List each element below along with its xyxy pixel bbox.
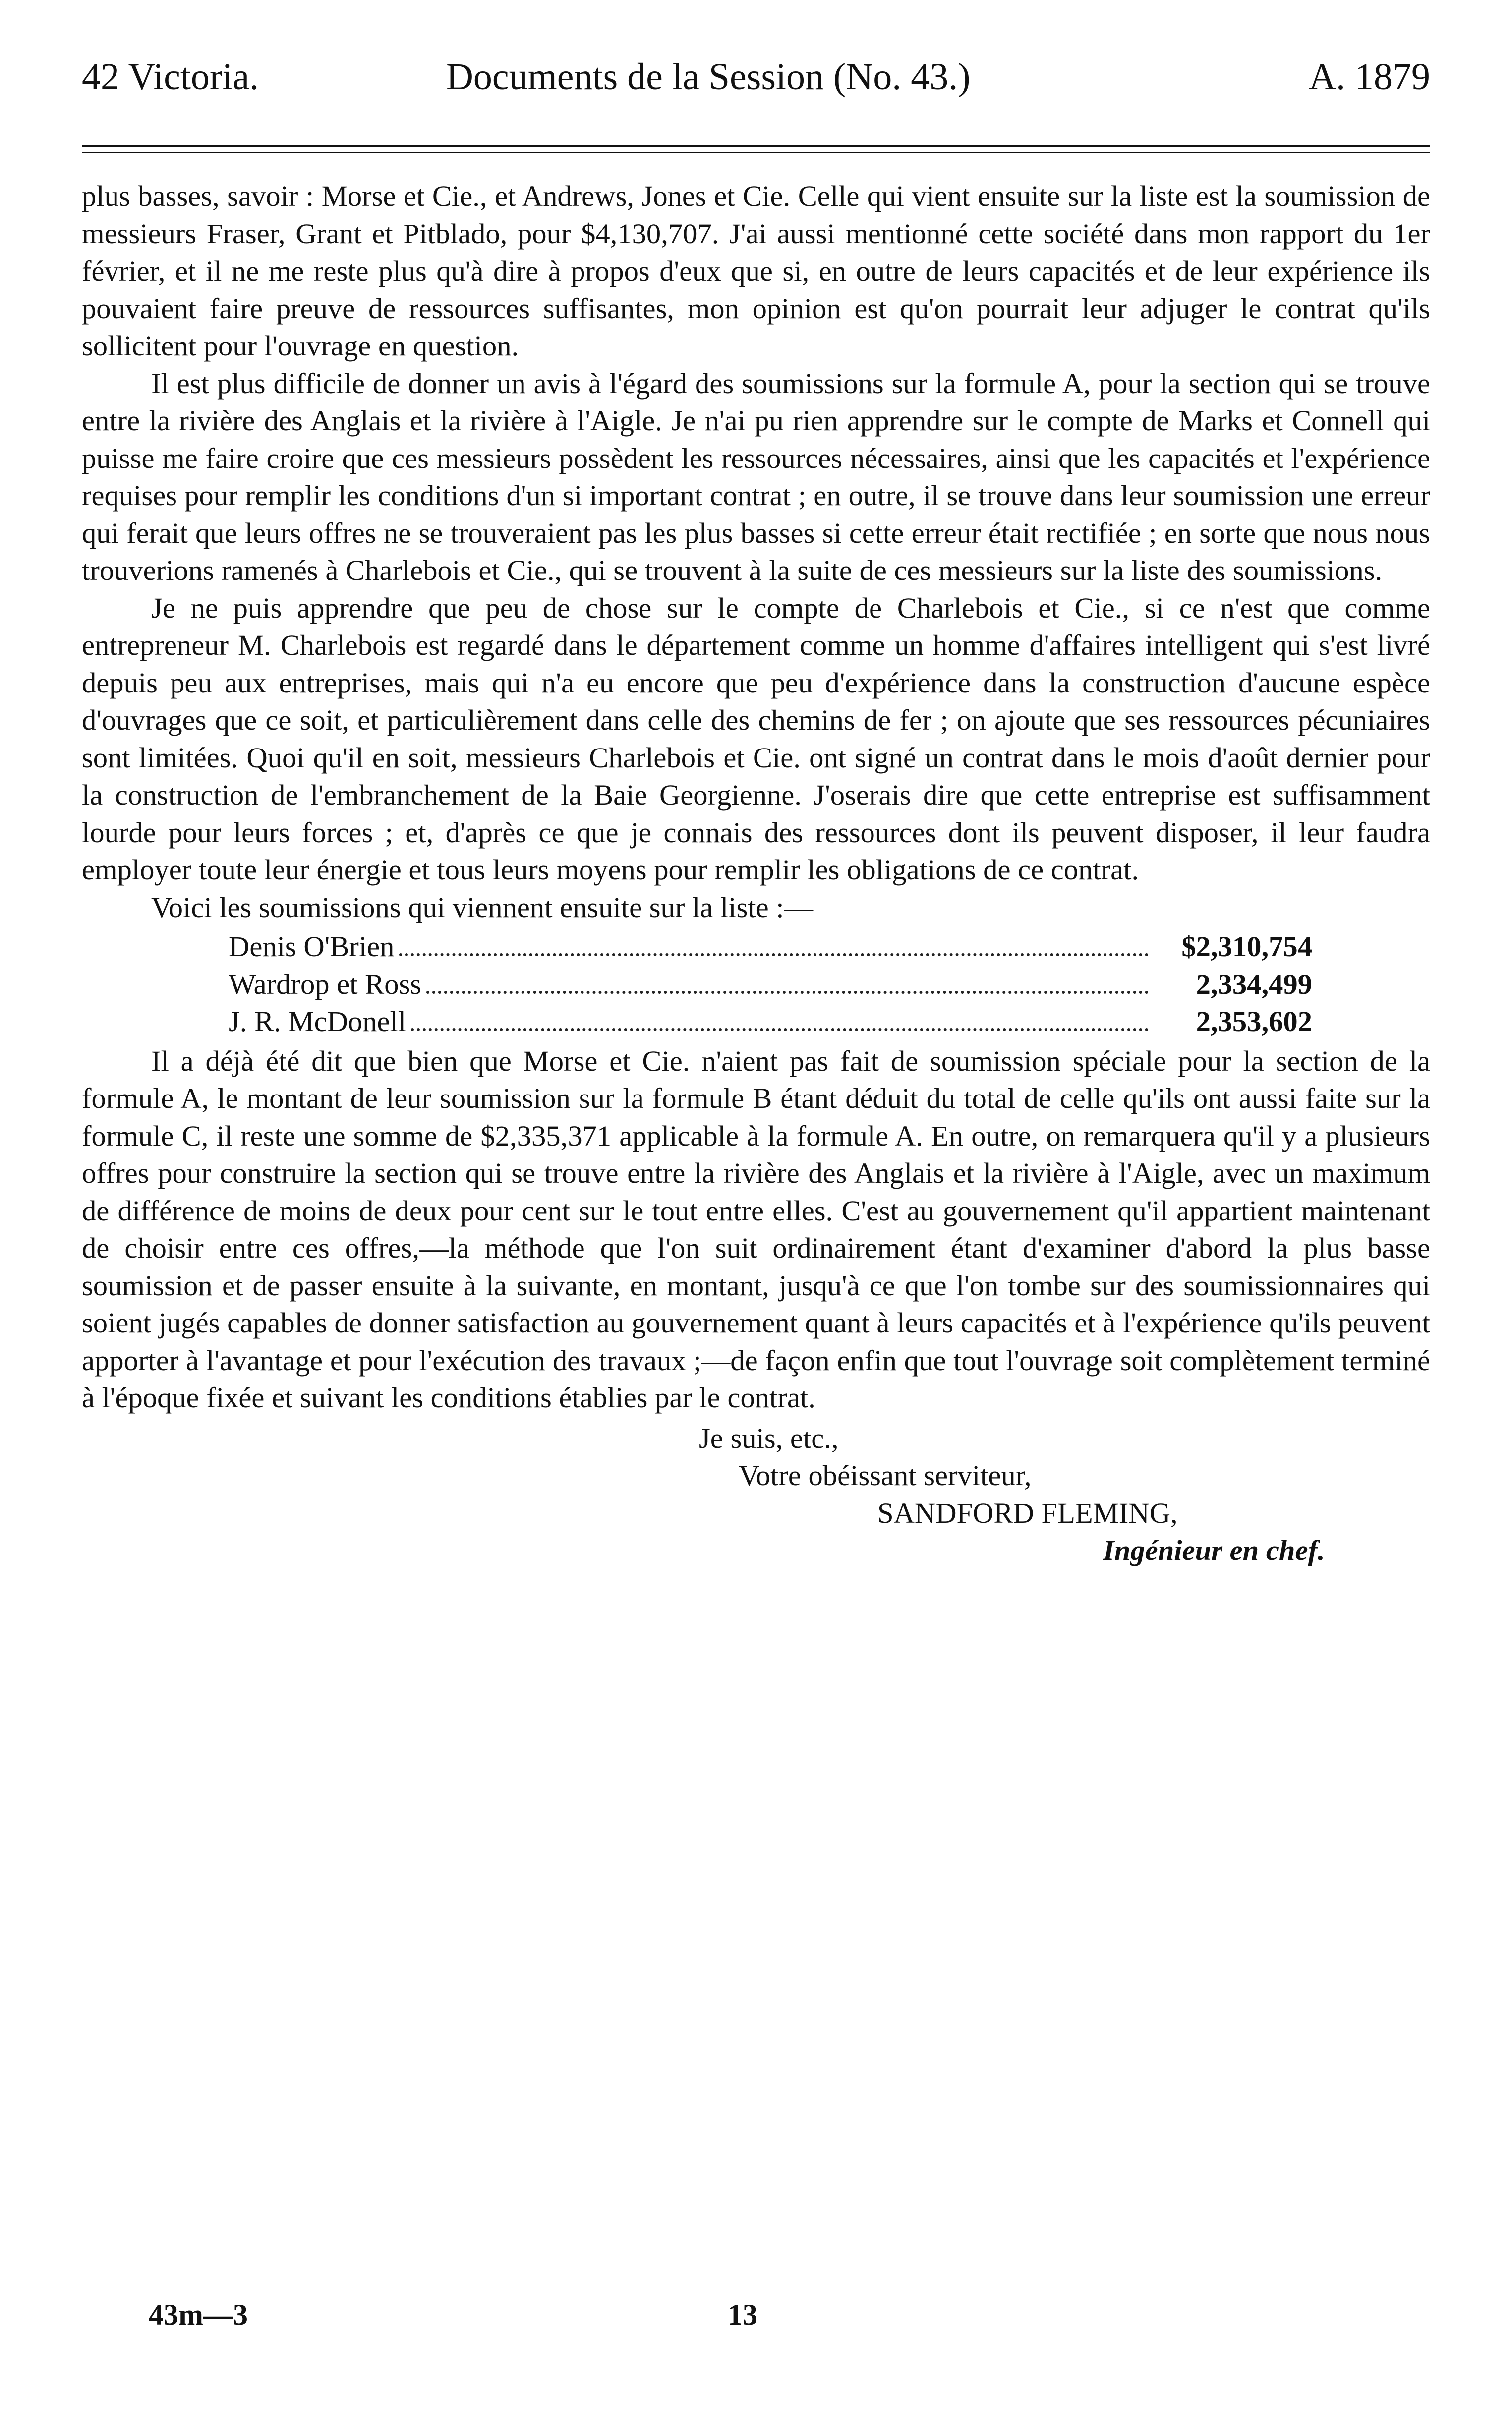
paragraph-2: Il est plus difficile de donner un avis à l'égard des soumissions sur la formule A, pour la section qui se trouve entre la rivière des Anglais et la rivière à l'Aigle. Je n'ai pu rien apprendre sur le compte de Marks et Connell qui puisse me faire croire que ces messieurs possèdent les ressources nécessaires, ainsi que les capacités et l'expérience requises pour remplir les conditions d'un si important contrat ; en outre, il se trouve dans leur soumission une erreur qui ferait que leurs offres ne se trouveraient pas les plus basses si cette erreur était rectifiée ; en sorte que nous nous trouverions ramenés à Charlebois et Cie., qui se trouvent à la suite de ces messieurs sur la liste des soumissions. xyxy=(82,367,1430,586)
paragraph-1: plus basses, savoir : Morse et Cie., et Andrews, Jones et Cie. Celle qui vient ensuite sur la liste est la soumission de messieurs Fraser, Grant et Pitblado, pour $4,130,707. J'ai aussi mentionné cette société dans mon rapport du 1er février, et il ne me reste plus qu'à dire à propos d'eux que si, en outre de leurs capacités et de leur expérience ils pouvaient faire preuve de ressources suffisantes, mon opinion est qu'on pourrait leur adjuger le contrat qu'ils sollicitent pour l'ouvrage en question. xyxy=(82,180,1430,362)
letter-body xyxy=(82,177,1430,1569)
footer-signature-mark: 43m—3 xyxy=(149,2299,248,2331)
page-number: 13 xyxy=(728,2299,757,2331)
paragraph-3: Je ne puis apprendre que peu de chose sur le compte de Charlebois et Cie., si ce n'est que comme entrepreneur M. Charlebois est regardé dans le département comme un homme d'affaires intelligent qui s'est livré depuis peu aux entreprises, mais qui n'a eu encore que peu d'expérience dans la construction d'aucune espèce d'ouvrages que ce soit, et particulièrement dans celle des chemins de fer ; on ajoute que ses ressources pécuniaires sont limitées. Quoi qu'il en soit, messieurs Charlebois et Cie. ont signé un contrat dans le mois d'août dernier pour la construction de l'embranchement de la Baie Georgienne. J'oserais dire que cette entreprise est suffisamment lourde pour leurs forces ; et, d'après ce que je connais des ressources dont ils peuvent disposer, il leur faudra employer toute leur énergie et tous leurs moyens pour remplir les obligations de ce contrat. xyxy=(82,591,1430,886)
tender-row xyxy=(229,966,1312,1003)
header-volume: 42 Victoria. xyxy=(82,56,259,98)
tender-row xyxy=(229,928,1312,966)
tenders-list xyxy=(229,928,1312,1040)
tender-amount: 2,334,499 xyxy=(1196,968,1312,1000)
paragraph-5: Il a déjà été dit que bien que Morse et Cie. n'aient pas fait de soumission spéciale pour la section de la formule A, le montant de leur soumission sur la formule B étant déduit du total de celle qu'ils ont aussi faite sur la formule C, il reste une somme de $2,335,371 applicable à la formule A. En outre, on remarquera qu'il y a plusieurs offres pour construire la section qui se trouve entre la rivière des Anglais et la rivière à l'Aigle, avec un maximum de différence de moins de deux pour cent sur le tout entre elles. C'est au gouvernement qu'il appartient maintenant de choisir entre ces offres,—la méthode que l'on suit ordinairement étant d'examiner d'abord la plus basse soumission et de passer ensuite à la suivante, en montant, jusqu'à ce que l'on tombe sur des soumissionnaires qui soient jugés capables de donner satisfaction au gouvernement quant à leurs capacités et à l'expérience qu'ils peuvent apporter à l'avantage et pour l'exécution des travaux ;—de façon enfin que tout l'ouvrage soit complètement terminé à l'époque fixée et suivant les conditions établies par le contrat. xyxy=(82,1044,1430,1414)
tender-amount: 2,353,602 xyxy=(1196,1005,1312,1037)
paragraph-4: Voici les soumissions qui viennent ensuite sur la liste :— xyxy=(151,891,814,923)
signature-title: Ingénieur en chef. xyxy=(1103,1534,1325,1566)
tender-name: J. R. McDonell xyxy=(229,1005,407,1037)
dot-leader xyxy=(411,1028,1149,1031)
dot-leader xyxy=(399,953,1149,956)
tender-row xyxy=(229,1003,1312,1040)
running-header xyxy=(82,47,1430,107)
header-rule-thick xyxy=(82,145,1430,147)
tender-name: Wardrop et Ross xyxy=(229,968,422,1000)
signature-name: SANDFORD FLEMING, xyxy=(877,1497,1178,1529)
closing-servant: Votre obéissant serviteur, xyxy=(739,1459,1032,1492)
header-title: Documents de la Session (No. 43.) xyxy=(446,56,971,98)
dot-leader xyxy=(426,991,1149,994)
closing-salutation: Je suis, etc., xyxy=(699,1422,839,1454)
tender-amount: $2,310,754 xyxy=(1181,930,1312,963)
header-year: A. 1879 xyxy=(1309,56,1430,98)
tender-name: Denis O'Brien xyxy=(229,930,395,963)
letter-closing xyxy=(82,1420,1430,1569)
header-rule-thin xyxy=(82,152,1430,153)
